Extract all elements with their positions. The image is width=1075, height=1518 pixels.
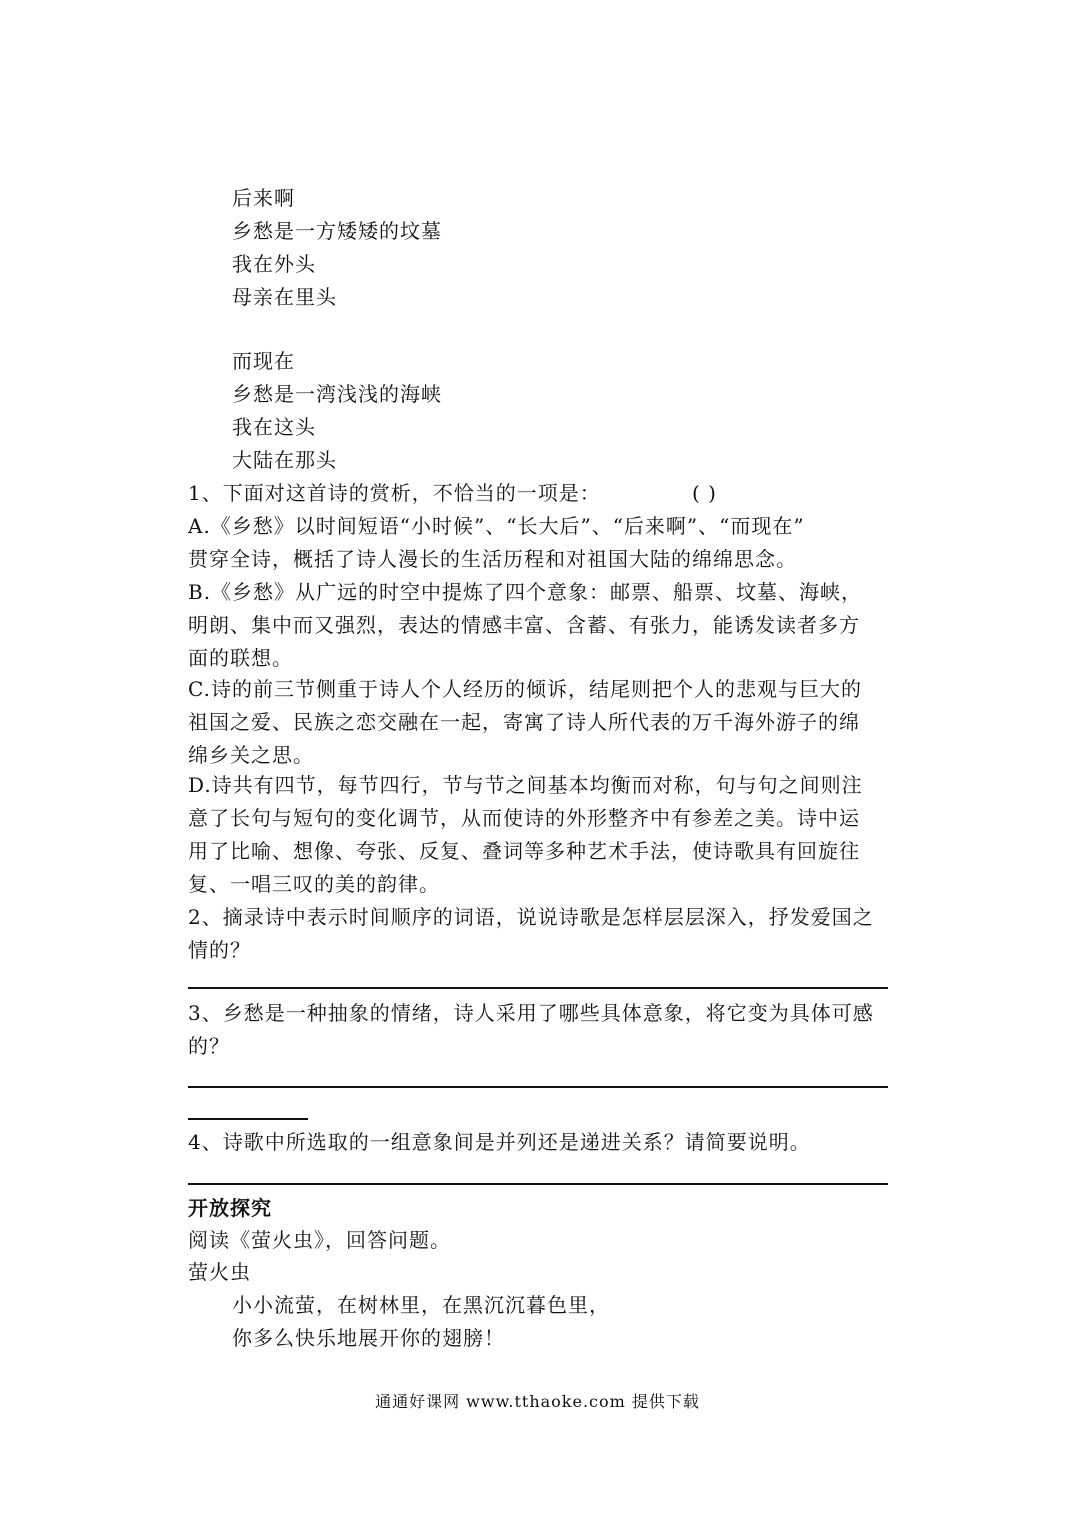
answer-line — [188, 987, 888, 989]
answer-parentheses: ( ) — [692, 481, 717, 505]
poem-title: 萤火虫 — [188, 1260, 251, 1284]
option-a-line: 贯穿全诗，概括了诗人漫长的生活历程和对祖国大陆的绵绵思念。 — [188, 547, 797, 571]
option-c-line: C.诗的前三节侧重于诗人个人经历的倾诉，结尾则把个人的悲观与巨大的 — [188, 677, 862, 701]
question-4: 4、诗歌中所选取的一组意象间是并列还是递进关系？请简要说明。 — [188, 1130, 811, 1154]
option-d-line: 复、一唱三叹的美的韵律。 — [188, 872, 440, 896]
poem-line: 乡愁是一方矮矮的坟墓 — [232, 219, 442, 243]
poem-line: 母亲在里头 — [232, 285, 337, 309]
answer-line — [188, 1118, 308, 1120]
question-3-line: 3、乡愁是一种抽象的情绪，诗人采用了哪些具体意象，将它变为具体可感 — [188, 1001, 874, 1025]
question-2-line: 情的？ — [188, 938, 251, 962]
poem-line: 你多么快乐地展开你的翅膀！ — [232, 1326, 505, 1350]
option-d-line: 用了比喻、想像、夸张、反复、叠词等多种艺术手法，使诗歌具有回旋往 — [188, 839, 860, 863]
option-b-line: B.《乡愁》从广远的时空中提炼了四个意象：邮票、船票、坟墓、海峡， — [188, 580, 863, 604]
option-a-line: A.《乡愁》以时间短语“小时候”、“长大后”、“后来啊”、“而现在” — [188, 514, 805, 538]
question-1-stem: 1、下面对这首诗的赏析，不恰当的一项是： — [188, 481, 601, 505]
answer-line — [188, 1183, 888, 1185]
option-d-line: 意了长句与短句的变化调节，从而使诗的外形整齐中有参差之美。诗中运 — [188, 806, 860, 830]
question-2-line: 2、摘录诗中表示时间顺序的词语，说说诗歌是怎样层层深入，抒发爱国之 — [188, 905, 874, 929]
section-heading: 开放探究 — [188, 1196, 272, 1220]
poem-line: 我在外头 — [232, 252, 316, 276]
poem-line: 我在这头 — [232, 415, 316, 439]
poem-line: 小小流萤，在树林里，在黑沉沉暮色里， — [232, 1293, 610, 1317]
section-instruction: 阅读《萤火虫》，回答问题。 — [188, 1228, 451, 1252]
answer-line — [188, 1086, 888, 1088]
poem-line: 而现在 — [232, 349, 295, 373]
page-footer: 通通好课网 www.tthaoke.com 提供下载 — [375, 1392, 700, 1411]
option-b-line: 面的联想。 — [188, 646, 293, 670]
option-c-line: 绵乡关之思。 — [188, 743, 314, 767]
option-b-line: 明朗、集中而又强烈，表达的情感丰富、含蓄、有张力，能诱发读者多方 — [188, 613, 860, 637]
option-d-line: D.诗共有四节，每节四行，节与节之间基本均衡而对称，句与句之间则注 — [188, 773, 863, 797]
option-c-line: 祖国之爱、民族之恋交融在一起，寄寓了诗人所代表的万千海外游子的绵 — [188, 710, 860, 734]
poem-line: 乡愁是一湾浅浅的海峡 — [232, 382, 442, 406]
question-3-line: 的？ — [188, 1034, 230, 1058]
poem-line: 后来啊 — [232, 186, 295, 210]
poem-line: 大陆在那头 — [232, 448, 337, 472]
